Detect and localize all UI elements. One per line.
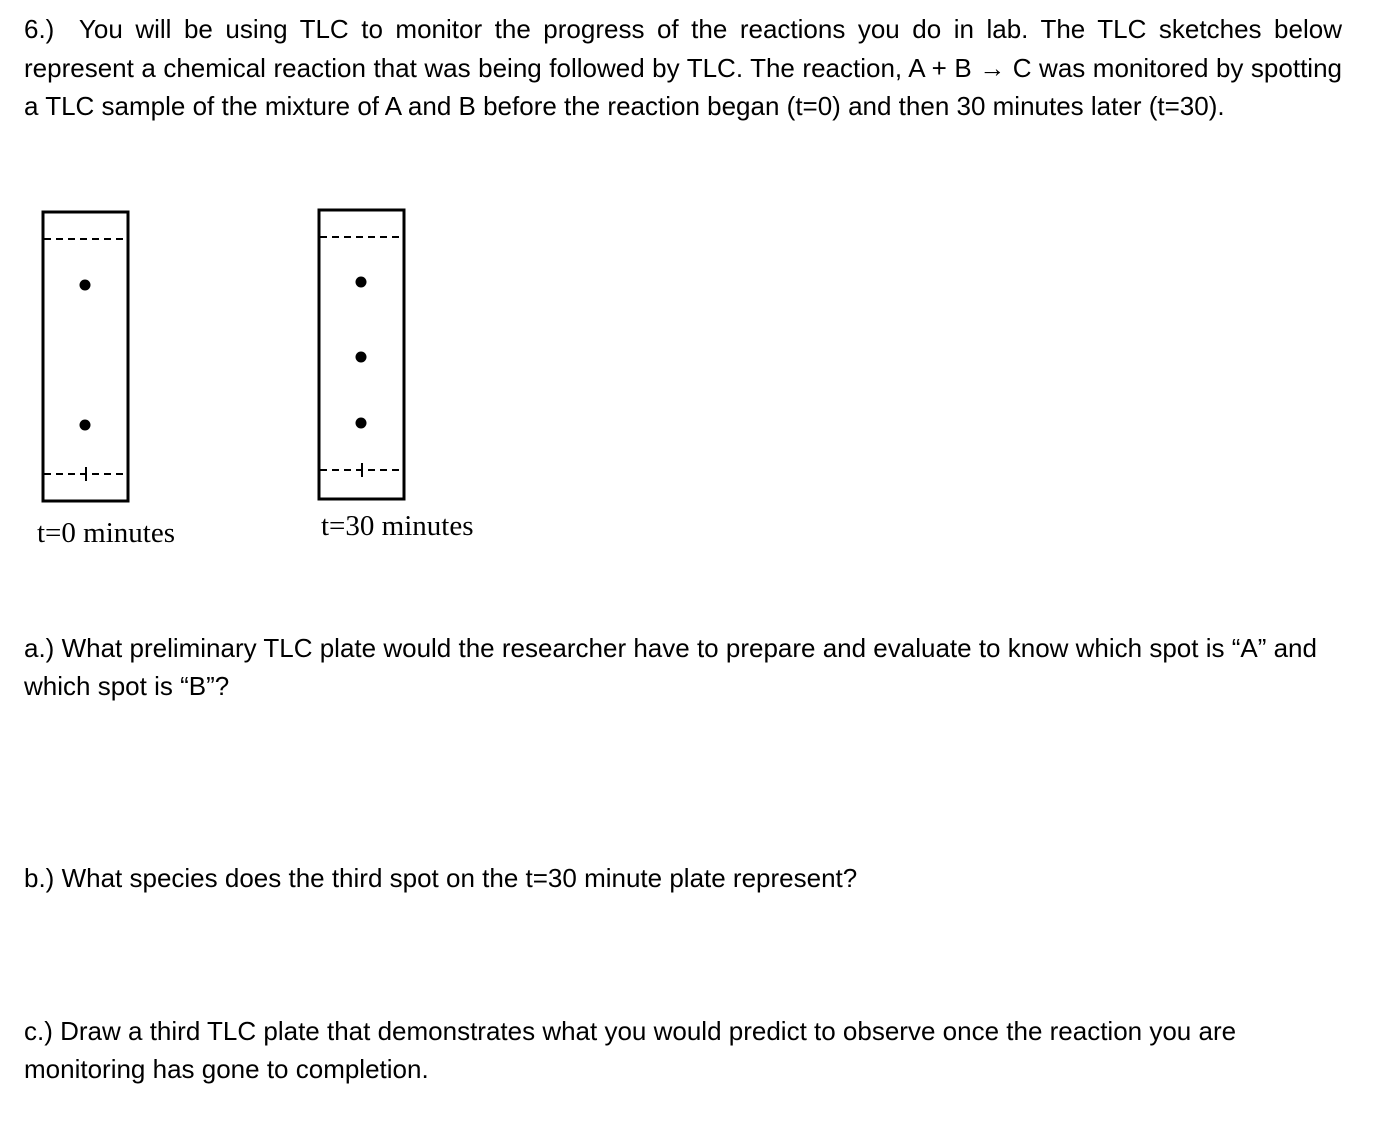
- question-a: [24, 629, 1344, 705]
- tlc-plate-t0-spot-upper: [80, 280, 91, 291]
- plate-label-t0: t=0 minutes: [37, 517, 175, 549]
- question-a-label: a.): [24, 633, 55, 663]
- question-a-text: What preliminary TLC plate would the researcher have to prepare and evaluate to know which spot is “A” and which spot is “B”?: [24, 633, 1317, 701]
- tlc-plate-t0-spot-lower: [80, 420, 91, 431]
- tlc-plate-t30-spot-upper: [356, 277, 367, 288]
- question-b-label: b.): [24, 863, 55, 893]
- tlc-plate-t30: [319, 210, 404, 499]
- tlc-figure: [0, 0, 520, 560]
- question-b-text: What species does the third spot on the t=30 minute plate represent?: [61, 863, 858, 893]
- question-c-label: c.): [24, 1016, 53, 1046]
- problem-number: 6.): [24, 14, 55, 44]
- tlc-plate-t0: [43, 212, 128, 501]
- question-b: [24, 859, 1344, 897]
- plate-label-t30: t=30 minutes: [321, 510, 474, 542]
- tlc-plate-t30-spot-lower: [356, 418, 367, 429]
- problem-intro-text: You will be using TLC to monitor the progress of the reactions you do in lab. The TLC sketches below represent a chemical reaction that was being followed by TLC. The reaction, A + B → C was monitored by spotting a TLC sample of the mixture of A and B before the reaction began (t=0) and then 30 minutes later (t=30).: [24, 14, 1342, 121]
- question-c: [24, 1012, 1344, 1088]
- question-c-text: Draw a third TLC plate that demonstrates what you would predict to observe once the reaction you are monitoring has gone to completion.: [24, 1016, 1237, 1084]
- tlc-plate-t30-spot-middle: [356, 352, 367, 363]
- tlc-plate-t0-outline: [43, 212, 128, 501]
